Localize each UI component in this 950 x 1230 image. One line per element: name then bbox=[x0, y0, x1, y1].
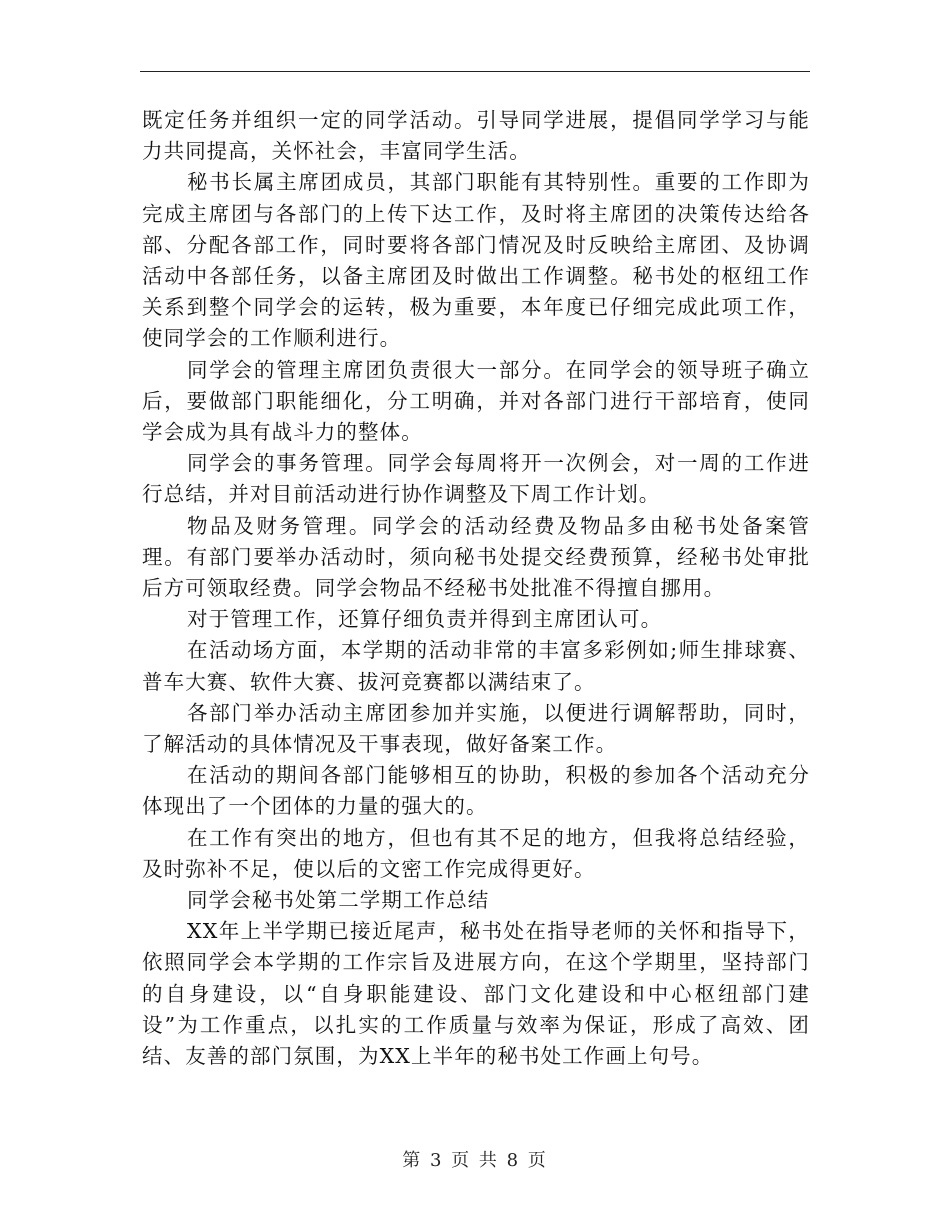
paragraph-12: XX年上半学期已接近尾声，秘书处在指导老师的关怀和指导下，依照同学会本学期的工作宗旨及进展方向，在这个学期里，坚持部门的自身建设，以“自身职能建设、部门文化建设和中心枢纽部门建设”为工作重点，以扎实的工作质量与效率为保证，形成了高效、团结、友善的部门氛围，为XX上半年的秘书处工作画上句号。 bbox=[142, 919, 810, 1069]
paragraph-8: 各部门举办活动主席团参加并实施，以便进行调解帮助，同时，了解活动的具体情况及干事表现，做好备案工作。 bbox=[142, 700, 810, 757]
paragraph-4: 同学会的事务管理。同学会每周将开一次例会，对一周的工作进行总结，并对目前活动进行协作调整及下周工作计划。 bbox=[142, 451, 810, 507]
paragraph-10: 在工作有突出的地方，但也有其不足的地方，但我将总结经验，及时弥补不足，使以后的文密工作完成得更好。 bbox=[142, 825, 810, 881]
paragraph-5: 物品及财务管理。同学会的活动经费及物品多由秘书处备案管理。有部门要举办活动时，须向秘书处提交经费预算，经秘书处审批后方可领取经费。同学会物品不经秘书处批准不得擅自挪用。 bbox=[142, 513, 810, 601]
paragraph-6: 对于管理工作，还算仔细负责并得到主席团认可。 bbox=[187, 607, 663, 632]
header-rule bbox=[140, 71, 810, 72]
paragraph-1: 既定任务并组织一定的同学活动。引导同学进展，提倡同学学习与能力共同提高，关怀社会，丰富同学生活。 bbox=[142, 108, 810, 164]
paragraph-2: 秘书长属主席团成员，其部门职能有其特别性。重要的工作即为完成主席团与各部门的上传下达工作，及时将主席团的决策传达给各部、分配各部工作，同时要将各部门情况及时反映给主席团、及协调活动中各部任务，以备主席团及时做出工作调整。秘书处的枢纽工作关系到整个同学会的运转，极为重要，本年度已仔细完成此项工作，使同学会的工作顺利进行。 bbox=[142, 170, 810, 351]
document-body bbox=[142, 105, 810, 1072]
paragraph-7: 在活动场方面，本学期的活动非常的丰富多彩例如;师生排球赛、普车大赛、软件大赛、拔河竞赛都以满结束了。 bbox=[142, 638, 810, 694]
paragraph-3: 同学会的管理主席团负责很大一部分。在同学会的领导班子确立后，要做部门职能细化，分工明确，并对各部门进行干部培育，使同学会成为具有战斗力的整体。 bbox=[142, 357, 810, 445]
section-heading: 同学会秘书处第二学期工作总结 bbox=[187, 888, 490, 913]
page-number: 第 3 页 共 8 页 bbox=[402, 1150, 548, 1171]
paragraph-9: 在活动的期间各部门能够相互的协助，积极的参加各个活动充分体现出了一个团体的力量的强大的。 bbox=[142, 763, 810, 819]
